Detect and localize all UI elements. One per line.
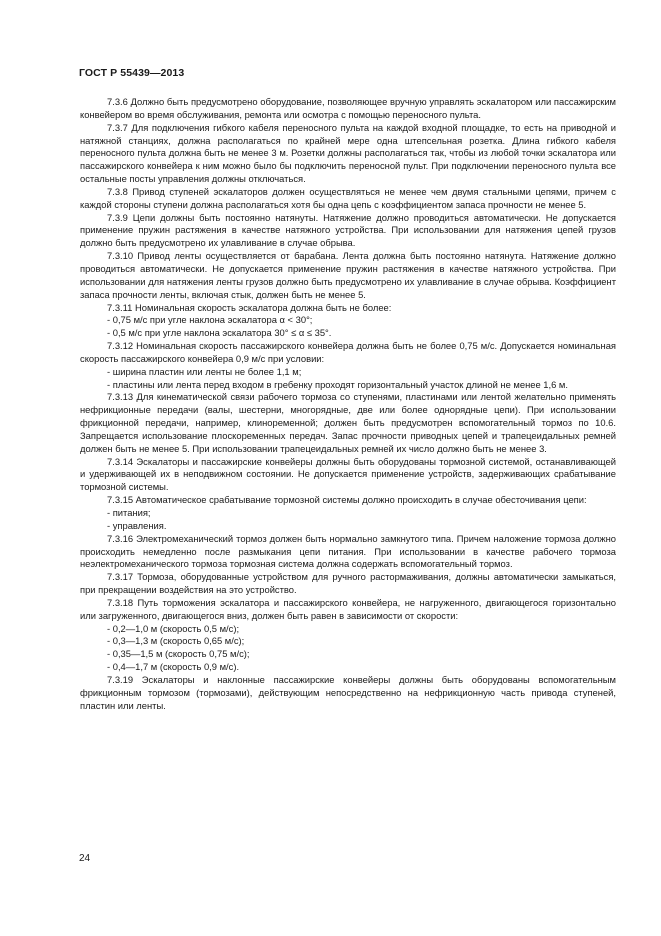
paragraph-7-3-16: 7.3.16 Электромеханический тормоз должен быть нормально замкнутого типа. Причем наложение тормоза должно происходить немедленно после размыкания цепи питания. При использовании в качестве рабочего тормоза неэлектромеханического тормоза тормозная система должна содержать вспомогательный тормоз.	[80, 532, 616, 570]
paragraph-7-3-10: 7.3.10 Привод ленты осуществляется от барабана. Лента должна быть постоянно натянута. Натяжение должно проводиться автоматически. Не допускается применение пружин растяжения в качестве натяжного устройства. При использовании для натяжения ленты грузов должно быть предусмотрено их улавливание в случае обрыва. Коэффициент запаса прочности ленты, включая стык, должен быть не менее 5.	[80, 250, 616, 300]
page-number: 24	[79, 853, 91, 864]
paragraph-7-3-7: 7.3.7 Для подключения гибкого кабеля переносного пульта на каждой входной площадке, то есть на приводной и натяжной станциях, должна располагаться по крайней мере одна штепсельная розетка. Длина гибкого кабеля переносного пульта должна быть не менее 3 м. Розетки должны располагаться так, чтобы из любой точки эскалатора или пассажирского конвейера к ним можно было бы подключить переносной пульт. При подключении переносного пульта все остальные посты управления должны отключаться.	[80, 121, 616, 185]
list-item: - питания;	[107, 507, 151, 518]
list-item: - 0,3—1,3 м (скорость 0,65 м/с);	[107, 635, 245, 647]
paragraph-7-3-9: 7.3.9 Цепи должны быть постоянно натянуты. Натяжение должно проводиться автоматически. Не допускается применение пружин растяжения в качестве натяжного устройства. При использовании для натяжения цепей грузов должно быть предусмотрено их улавливание в случае обрыва.	[80, 211, 616, 249]
paragraph-7-3-18: 7.3.18 Путь торможения эскалатора и пассажирского конвейера, не нагруженного, двигающегося горизонтально или загруженного, двигающегося вниз, должен быть равен в зависимости от скорости:	[80, 596, 616, 621]
list-item: - 0,2—1,0 м (скорость 0,5 м/с);	[107, 622, 240, 634]
list-item: - ширина пластин или ленты не более 1,1 м;	[107, 365, 302, 377]
paragraph-7-3-17: 7.3.17 Тормоза, оборудованные устройством для ручного растормаживания, должны автоматически замыкаться, при прекращении воздействия на это устройство.	[80, 571, 616, 596]
paragraph-7-3-12: 7.3.12 Номинальная скорость пассажирского конвейера должна быть не более 0,75 м/с. Допускается номинальная скорость пассажирского конвейера 0,9 м/с при условии:	[80, 340, 616, 364]
document-body	[80, 96, 616, 713]
list-item: - пластины или лента перед входом в гребенку проходят горизонтальный участок длиной не менее 1,6 м.	[107, 378, 568, 390]
list-item: - 0,5 м/с при угле наклона эскалатора 30° ≤ α ≤ 35°.	[107, 327, 332, 339]
paragraph-7-3-19: 7.3.19 Эскалаторы и наклонные пассажирские конвейеры должны быть оборудованы вспомогательным фрикционным тормозом (тормозами), действующим непосредственно на нефрикционную часть привода ступеней, пластин или ленты.	[80, 673, 616, 711]
paragraph-7-3-15: 7.3.15 Автоматическое срабатывание тормозной системы должно происходить в случае обесточивания цепи:	[107, 494, 587, 506]
paragraph-7-3-6: 7.3.6 Должно быть предусмотрено оборудование, позволяющее вручную управлять эскалатором или пассажирским конвейером во время обслуживания, ремонта или осмотра с помощью переносного пульта.	[80, 96, 616, 120]
list-item: - управления.	[107, 519, 167, 531]
paragraph-7-3-11: 7.3.11 Номинальная скорость эскалатора должна быть не более:	[107, 301, 392, 313]
list-item: - 0,4—1,7 м (скорость 0,9 м/с).	[107, 661, 240, 673]
paragraph-7-3-13: 7.3.13 Для кинематической связи рабочего тормоза со ступенями, пластинами или лентой желательно применять нефрикционные передачи (валы, шестерни, многорядные, две или более однорядные цепи). При использовании фрикционной передачи, например, клиноременной; должен быть предусмотрен вспомогательный тормоз по 10.6. Запрещается использование плоскоременных передач. Запас прочности приводных цепей и трапецеидальных ремней должен быть не менее 5. При использовании трапецеидальных ремней их число должно быть не менее 3.	[80, 391, 616, 454]
paragraph-7-3-8: 7.3.8 Привод ступеней эскалаторов должен осуществляться не менее чем двумя стальными цепями, причем с каждой стороны ступени должна располагаться хотя бы одна цепь с коэффициентом запаса прочности не менее 5.	[80, 185, 616, 210]
paragraph-7-3-14: 7.3.14 Эскалаторы и пассажирские конвейеры должны быть оборудованы тормозной системой, останавливающей и удерживающей их в неподвижном состоянии. Не допускается применение устройств, задерживающих срабатывание тормозной системы.	[80, 455, 616, 493]
list-item: - 0,75 м/с при угле наклона эскалатора α < 30°;	[107, 314, 313, 326]
list-item: - 0,35—1,5 м (скорость 0,75 м/с);	[107, 648, 250, 660]
document-header: ГОСТ Р 55439—2013	[79, 67, 185, 79]
